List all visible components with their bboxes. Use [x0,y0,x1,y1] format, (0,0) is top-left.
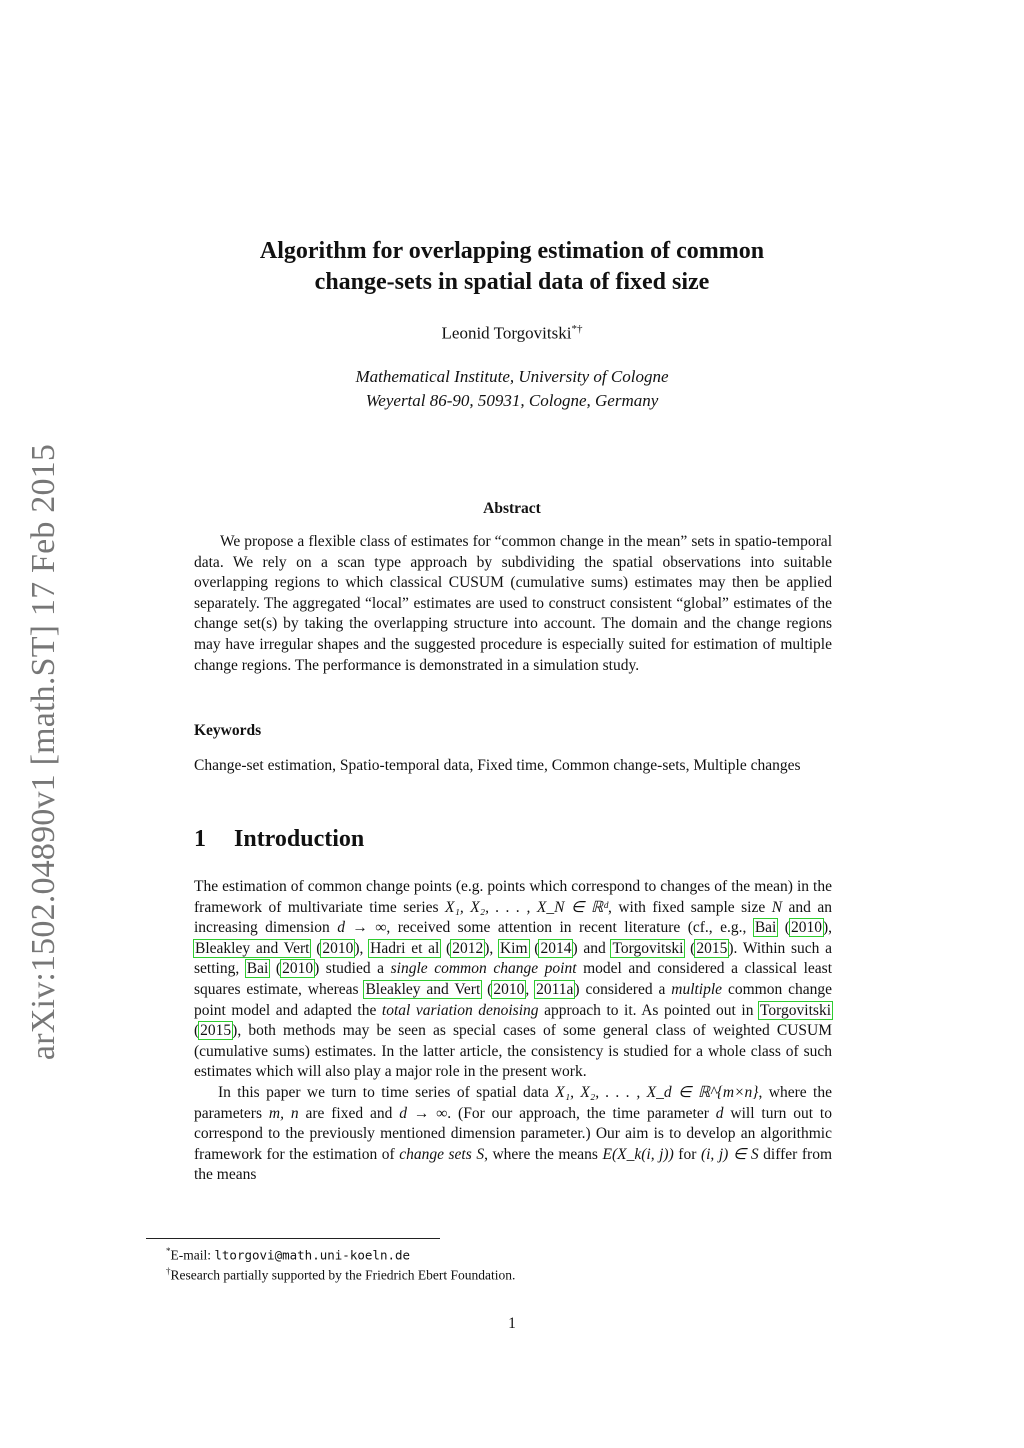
text-run: considered a [579,980,672,998]
citation-year-link[interactable]: 2010 [282,960,314,978]
text-run: differ from the means [194,1145,832,1184]
section-number: 1 [194,826,206,852]
math-inline: S [476,1145,485,1163]
citation-year-link[interactable]: 2010 [322,939,354,957]
page-number: 1 [508,1315,516,1332]
citation-link-bai[interactable]: Bai [754,919,777,937]
affiliation-line-2: Weyertal 86-90, 50931, Cologne, Germany [365,391,659,410]
abstract-text: We propose a flexible class of estimates for “common change in the mean” sets in spatio-temporal data. We rely on a scan type approach by subdividing the spatial observations into suitable overlapping regions to which classical CUSUM (cumulative sums) estimates may then be applied separately. The aggregated “local” estimates are used to construct consistent “global” estimates of the change set(s) by taking the overlapping structure into account. The domain and the change regions may have irregular shapes and the suggested procedure is especially suited for estimation of multiple change regions. The performance is demonstrated in a simulation study. [194,533,832,674]
emphasis: total variation denoising [381,1001,539,1019]
text-run: , received some attention in recent literature (cf., e.g., [386,919,754,937]
abstract-heading: Abstract [483,500,541,517]
text-run: approach to it. As pointed out in [538,1001,760,1019]
math-inline: d → ∞ [399,1104,448,1122]
email-link[interactable]: ltorgovi@math.uni-koeln.de [214,1247,411,1263]
footnote-text: Research partially supported by the Friedrich Ebert Foundation. [170,1267,516,1283]
footnote-label: E-mail: [170,1247,215,1263]
author-name: Leonid Torgovitski [441,323,572,343]
text-run: , where the means [484,1145,603,1163]
citation-link-bleakley-vert[interactable]: Bleakley and Vert [365,980,481,998]
citation-year-link[interactable]: 2015 [696,939,728,957]
text-run: and [583,939,606,957]
citation-year-link[interactable]: 2010 [790,919,822,937]
citation-year-link[interactable]: 2011a [536,980,574,998]
text-run: , with fixed sample size [608,898,772,916]
math-inline: X₁, X₂, . . . , X_d ∈ ℝ^{m×n} [555,1083,759,1101]
text-run: and an increasing dimension [194,898,833,937]
introduction-body [194,877,832,1186]
math-inline: X₁, X₂, . . . , X_N ∈ ℝᵈ [445,898,608,916]
citation-link-bai[interactable]: Bai [246,960,269,978]
citation-link-torgovitski[interactable]: Torgovitski [760,1001,831,1019]
footnote-mark: † [166,1266,171,1276]
text-run: ). Within such a setting, [194,939,833,978]
math-inline: d → ∞ [337,919,387,937]
arxiv-stamp [14,432,74,1072]
text-run: The estimation of common change points (e.g. points which correspond to changes of the mean) in the framework of multivariate time series [194,878,832,916]
text-run: for [673,1145,701,1163]
text-run: , both methods may be seen as special cases of some general class of weighted CUSUM (cumulative sums) estimates. In the latter article, the consistency is studied for a whole class of such estimates which will also play a major role in the present work. [194,1022,832,1081]
text-run: In this paper we turn to time series of spatial data [218,1083,556,1101]
intro-paragraph-2 [194,1083,832,1186]
footnote-mark: * [166,1246,171,1256]
citation-year-link[interactable]: 2015 [200,1022,232,1040]
citation-link-hadri[interactable]: Hadri et al [370,939,440,957]
math-inline: m, n [268,1104,299,1122]
text-run: model and considered a classical least squares estimate, whereas [194,960,833,998]
citation-year-link[interactable]: 2014 [540,939,572,957]
math-inline: E(X_k(i, j)) [602,1145,674,1163]
text-run: are fixed and [298,1104,400,1122]
math-inline: d [715,1104,724,1122]
author [150,323,874,344]
math-inline: N [771,898,783,916]
emphasis: change sets [399,1145,472,1163]
citation-link-bleakley-vert[interactable]: Bleakley and Vert [195,939,310,957]
paper-title-line-1: Algorithm for overlapping estimation of common [259,238,765,264]
footnote-funding [166,1262,515,1285]
citation-year-link[interactable]: 2010 [493,980,525,998]
footnote-rule [146,1238,440,1239]
text-run: common change point model and adapted the [194,980,832,1019]
text-run: studied a [319,960,391,978]
author-footnote-marks: *† [571,323,583,335]
text-run: will turn out to correspond to the previously mentioned dimension parameter.) Our aim is to develop an algorithmic framework for the estimation of [194,1104,832,1163]
math-inline: (i, j) ∈ S [700,1145,759,1163]
keywords-heading: Keywords [194,722,262,739]
emphasis: multiple [671,980,723,998]
citation-year-link[interactable]: 2012 [452,939,484,957]
section-title: Introduction [234,826,365,852]
text-run: . (For our approach, the time parameter [447,1104,716,1122]
section-heading [194,826,364,853]
emphasis: single common change point [390,960,577,978]
citation-link-torgovitski[interactable]: Torgovitski [612,939,684,957]
affiliation-line-1: Mathematical Institute, University of Cologne [355,367,669,386]
citation-link-kim[interactable]: Kim [499,939,528,957]
intro-paragraph-1: The estimation of common change points (e.g. points which correspond to changes of the mean) in the framework of multivariate time series X₁, X₂, . . . , X_N ∈ ℝᵈ, with fixed sample size N and an increasing dimension d → ∞, received some attention in recent literature (cf., e.g., Bai (2010), Bleakley and Vert (2010), Hadri et al (2012), Kim (2014) and Torgovitski (2015). Within such a setting, Bai (2010) studied a single common change point model and considered a classical least squares estimate, whereas Bleakley and Vert (2010, 2011a) considered a multiple common change point model and adapted the total variation denoising approach to it. As pointed out in Torgovitski (2015), both methods may be seen as special cases of some general class of weighted CUSUM (cumulative sums) estimates. In the latter article, the consistency is studied for a whole class of such estimates which will also play a major role in the present work. [194,878,833,1081]
text-run: , where the parameters [194,1083,832,1122]
keywords-text: Change-set estimation, Spatio-temporal data, Fixed time, Common change-sets, Multiple changes [194,757,801,774]
arxiv-identifier: arXiv:1502.04890v1 [math.ST] 17 Feb 2015 [25,443,62,1061]
paper-title-line-2: change-sets in spatial data of fixed size [314,269,710,295]
